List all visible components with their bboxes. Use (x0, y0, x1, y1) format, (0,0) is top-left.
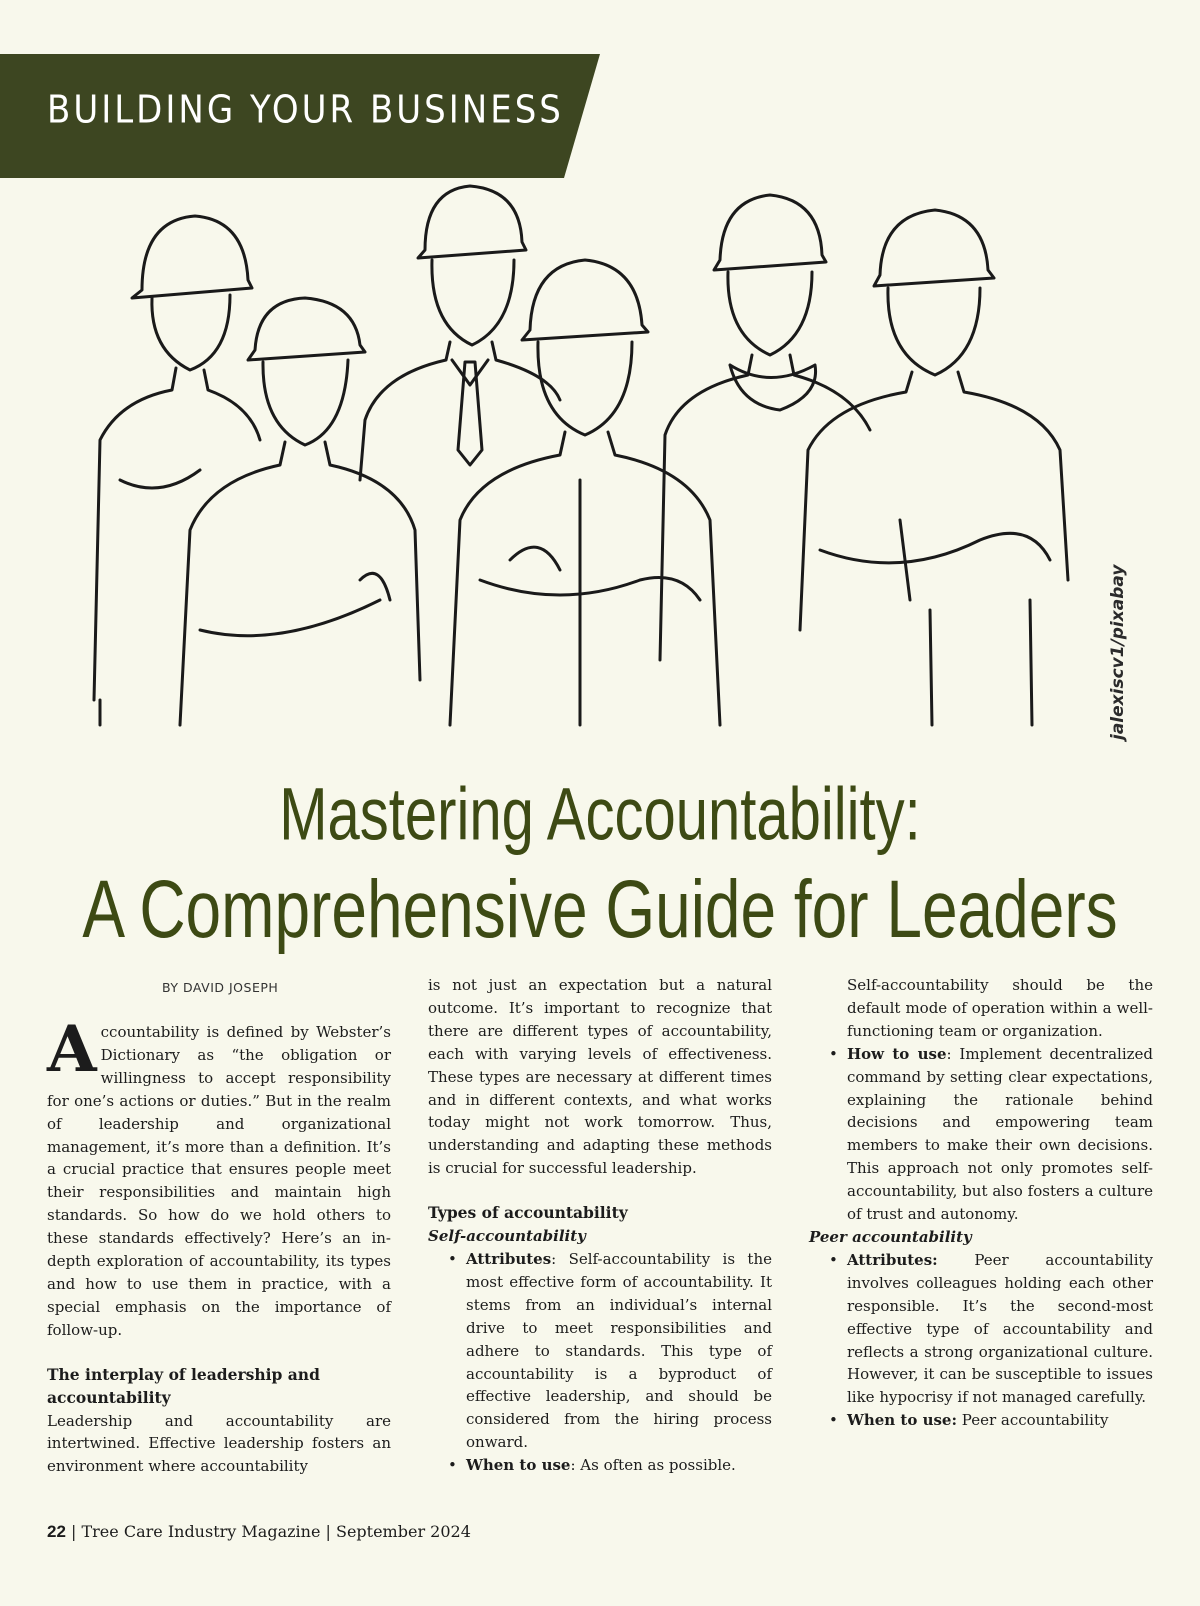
list-item (809, 1409, 1153, 1432)
how-text: : Implement decentralized command by setting clear expectations, explaining the rationale behind decisions and empowering team members to make their own decisions. This approach not only promotes self-accountability, but also fosters a culture of trust and autonomy. (847, 1044, 1153, 1224)
page-number: 22 (47, 1522, 66, 1541)
page-footer (47, 1522, 471, 1542)
footer-text: | Tree Care Industry Magazine | September 2024 (65, 1522, 471, 1541)
dropcap: A (47, 1012, 97, 1087)
when-label: When to use (466, 1456, 571, 1475)
worker-back-left (94, 216, 260, 725)
attributes-text: Peer accountability involves colleagues holding each other responsible. It’s the second-most effective type of accountability and reflects a strong organizational culture. However, it can be susceptible to issues like hypocrisy if not managed carefully. (847, 1250, 1153, 1407)
list-item (428, 1248, 772, 1454)
self-accountability-subheading: Self-accountability (428, 1227, 586, 1246)
peer-accountability-list (809, 1249, 1153, 1432)
worker-front-center (450, 260, 720, 725)
when-label: When to use: (847, 1411, 958, 1430)
intro-text: ccountability is defined by Webster’s Dictionary as “the obligation or willingness to accept responsibility for one’s actions or duties.” But in the realm of leadership and organizational management, it’s more than a definition. It’s a crucial practice that ensures people meet their responsibilities and maintain high standards. So how do we hold others to these standards effectively? Here’s an in-depth exploration of accountability, its types and how to use them in practice, with a special emphasis on the importance of follow-up. (47, 1023, 391, 1339)
article-title-line1: Mastering Accountability: (279, 772, 921, 857)
column-2 (428, 974, 772, 1477)
worker-front-right (800, 210, 1068, 725)
article-title-line2: A Comprehensive Guide for Leaders (82, 862, 1118, 956)
worker-tie (360, 186, 560, 480)
worker-woman (180, 298, 420, 725)
when-text: Peer accountability (957, 1411, 1109, 1430)
how-label: How to use (847, 1044, 947, 1063)
attributes-label: Attributes: (847, 1250, 938, 1269)
self-accountability-list (428, 1248, 772, 1477)
workers-illustration (80, 180, 1110, 750)
photo-credit: jalexiscv1/pixabay (1108, 564, 1128, 740)
attributes-label: Attributes (466, 1249, 552, 1268)
self-accountability-list-continued (809, 1043, 1153, 1226)
peer-accountability-subheading: Peer accountability (809, 1227, 972, 1246)
intro-paragraph (47, 1012, 391, 1342)
when-continued: Self-accountability should be the default mode of operation within a well-functioning team or organization. (847, 976, 1153, 1040)
column-3 (809, 974, 1153, 1432)
section-banner-label: BUILDING YOUR BUSINESS (47, 88, 564, 133)
list-item (809, 1249, 1153, 1409)
interplay-paragraph: Leadership and accountability are intertwined. Effective leadership fosters an environment where accountability (47, 1411, 391, 1476)
attributes-text: : Self-accountability is the most effective form of accountability. It stems from an individual’s internal drive to meet responsibilities and adhere to standards. This type of accountability is a byproduct of effective leadership, and should be considered from the hiring process onward. (466, 1249, 772, 1452)
types-heading: Types of accountability (428, 1203, 628, 1223)
when-text: : As often as possible. (570, 1456, 736, 1475)
byline: BY DAVID JOSEPH (162, 980, 279, 995)
interplay-continued: is not just an expectation but a natural outcome. It’s important to recognize that there are different types of accountability, each with varying levels of effectiveness. These types are necessary at different times and in different contexts, and what works today might not work tomorrow. Thus, understanding and adapting these methods is crucial for successful leadership. (428, 976, 772, 1178)
column-1 (47, 1012, 391, 1478)
list-item (428, 1454, 772, 1477)
list-item (809, 1043, 1153, 1226)
interplay-heading: The interplay of leadership and accountability (47, 1364, 320, 1407)
